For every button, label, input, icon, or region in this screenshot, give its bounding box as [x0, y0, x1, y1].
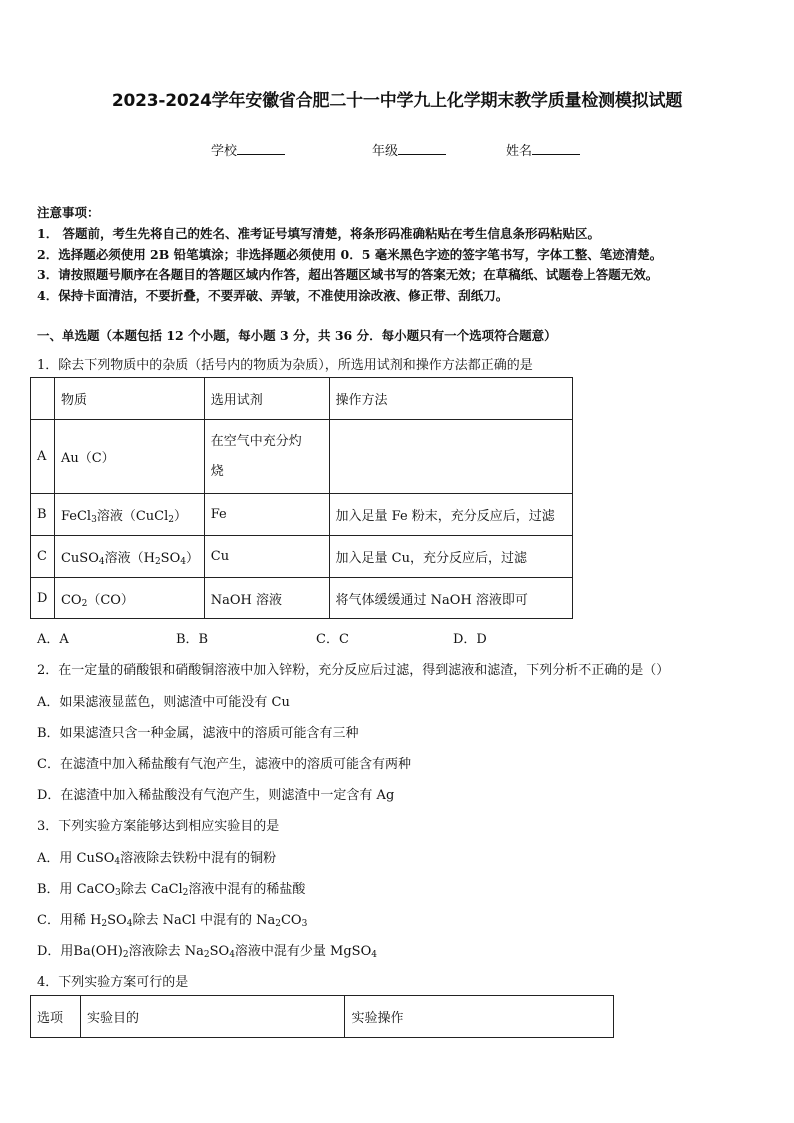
method-cell: 将气体缓缓通过 NaOH 溶液即可 [329, 578, 572, 619]
table-cell [31, 378, 55, 420]
option-a: A．用 CuSO$_4$溶液除去铁粉中混有的铜粉 [37, 851, 277, 867]
name-blank [532, 142, 580, 155]
method-cell [329, 420, 572, 494]
school-field [211, 140, 285, 159]
option-d: D．用$Ba(OH)_2$溶液除去 $Na_2SO_4$溶液中混有少量 MgSO$_4$ [37, 944, 377, 960]
substance-cell: Au（C） [54, 420, 204, 494]
option-d: D．在滤渣中加入稀盐酸没有气泡产生，则滤渣中一定含有 Ag [37, 788, 395, 803]
option-d: D．D [453, 632, 487, 647]
section-heading: 一、单选题（本题包括 12 个小题，每小题 3 分，共 36 分．每小题只有一个选项符合题意） [37, 328, 557, 343]
table-header: 选项 [31, 996, 81, 1038]
table-row [31, 420, 573, 494]
option-c: C．C [316, 632, 349, 647]
table-header: 选用试剂 [204, 378, 329, 420]
page-title: 2023-2024学年安徽省合肥二十一中学九上化学期末教学质量检测模拟试题 [111, 91, 683, 111]
name-label: 姓名 [506, 144, 533, 159]
option-a: A．A [37, 632, 69, 647]
substance-cell: $CO_2(CO)$ [54, 578, 204, 619]
notes-heading: 注意事项： [37, 205, 100, 220]
table-row [31, 536, 573, 578]
table-header: 物质 [54, 378, 204, 420]
reagent-cell: Cu [204, 536, 329, 578]
row-label: B [31, 494, 55, 536]
grade-blank [398, 142, 446, 155]
row-label: C [31, 536, 55, 578]
grade-label: 年级 [372, 144, 399, 159]
method-cell: 加入足量 Fe 粉末，充分反应后，过滤 [329, 494, 572, 536]
reagent-cell: Fe [204, 494, 329, 536]
question-2-stem: 2．在一定量的硝酸银和硝酸铜溶液中加入锌粉，充分反应后过滤，得到滤液和滤渣，下列分析不正确的是（） [37, 663, 670, 678]
table-header-row [31, 378, 573, 420]
note-item: 2．选择题必须使用 2B 铅笔填涂；非选择题必须使用 0．5 毫米黑色字迹的签字笔书写，字体工整、笔迹清楚。 [37, 247, 663, 262]
substance-cell: CuSO$_4$溶液$(H_2SO_4)$ [54, 536, 204, 578]
reagent-cell [204, 420, 329, 494]
table-header: 实验操作 [345, 996, 614, 1038]
question-1-table [30, 377, 573, 619]
method-cell: 加入足量 Cu，充分反应后，过滤 [329, 536, 572, 578]
grade-field [372, 140, 446, 159]
option-c: C．用稀 $H_2SO_4$除去 NaCl 中混有的 $Na_2CO_3$ [37, 913, 308, 929]
question-4-stem: 4．下列实验方案可行的是 [37, 975, 189, 990]
question-1-stem: 1．除去下列物质中的杂质（括号内的物质为杂质），所选用试剂和操作方法都正确的是 [37, 358, 533, 373]
question-4-table [30, 995, 614, 1038]
table-row [31, 494, 573, 536]
row-label: A [31, 420, 55, 494]
name-field [506, 140, 580, 159]
option-a: A．如果滤液显蓝色，则滤渣中可能没有 Cu [37, 695, 290, 710]
table-header-row [31, 996, 614, 1038]
table-header: 实验目的 [80, 996, 345, 1038]
school-label: 学校 [211, 144, 238, 159]
note-item: 4．保持卡面清洁，不要折叠，不要弄破、弄皱，不准使用涂改液、修正带、刮纸刀。 [37, 288, 509, 303]
reagent-line: 在空气中充分灼 [210, 433, 302, 449]
option-b: B．如果滤渣只含一种金属，滤液中的溶质可能含有三种 [37, 726, 359, 741]
table-header: 操作方法 [329, 378, 572, 420]
option-b: B．B [176, 632, 209, 647]
reagent-line: 烧 [210, 463, 224, 479]
note-item: 3．请按照题号顺序在各题目的答题区域内作答，超出答题区域书写的答案无效；在草稿纸、试题卷上答题无效。 [37, 267, 659, 282]
note-item: 1． 答题前，考生先将自己的姓名、准考证号填写清楚，将条形码准确粘贴在考生信息条形码粘贴区。 [37, 226, 601, 241]
option-b: B．用 CaCO$_3$除去 CaCl$_2$溶液中混有的稀盐酸 [37, 882, 306, 898]
question-3-stem: 3．下列实验方案能够达到相应实验目的是 [37, 819, 280, 834]
table-row [31, 578, 573, 619]
reagent-cell: NaOH 溶液 [204, 578, 329, 619]
row-label: D [31, 578, 55, 619]
substance-cell: FeCl$_3$溶液（CuCl$_2$） [54, 494, 204, 536]
school-blank [237, 142, 285, 155]
option-c: C．在滤渣中加入稀盐酸有气泡产生，滤液中的溶质可能含有两种 [37, 757, 411, 772]
